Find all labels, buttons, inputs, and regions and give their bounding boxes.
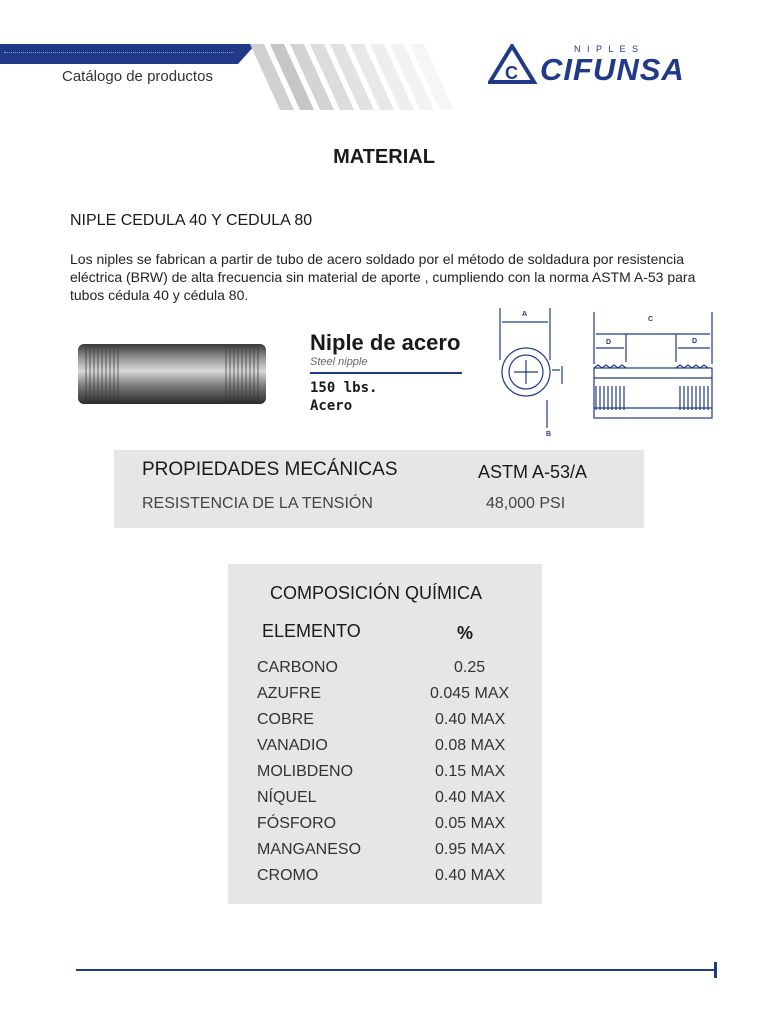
element-name: CARBONO xyxy=(257,659,338,676)
element-name: MANGANESO xyxy=(257,841,362,858)
element-name: COBRE xyxy=(257,711,314,728)
chem-col-element: ELEMENTO xyxy=(262,621,361,641)
label-c: C xyxy=(648,316,654,323)
element-value: 0.05 MAX xyxy=(435,815,506,832)
mech-header-left: PROPIEDADES MECÁNICAS xyxy=(142,459,398,480)
product-name: Niple de acero xyxy=(310,330,461,355)
product-material: Acero xyxy=(310,398,353,414)
nipple-dimension-diagram xyxy=(490,304,720,446)
table-row xyxy=(257,763,527,781)
table-row xyxy=(257,737,527,755)
cifunsa-logo xyxy=(488,44,718,88)
element-name: FÓSFORO xyxy=(257,815,337,832)
element-value: 0.95 MAX xyxy=(435,841,506,858)
page-title: MATERIAL xyxy=(333,146,435,168)
label-b: B xyxy=(546,431,552,438)
table-row xyxy=(257,685,527,703)
steel-nipple-image xyxy=(76,340,268,408)
mechanical-properties-table xyxy=(114,450,644,528)
product-rule xyxy=(310,372,462,374)
element-name: CROMO xyxy=(257,867,319,884)
chemical-composition-table xyxy=(228,564,542,904)
table-row xyxy=(257,867,527,885)
element-name: AZUFRE xyxy=(257,685,321,702)
product-name-en: Steel nipple xyxy=(310,356,368,368)
table-row xyxy=(257,815,527,833)
header-bar xyxy=(0,44,238,64)
element-value: 0.40 MAX xyxy=(435,867,506,884)
mech-row-value: 48,000 PSI xyxy=(486,495,566,512)
element-value: 0.25 xyxy=(454,659,486,676)
catalog-label: Catálogo de productos xyxy=(62,68,213,85)
footer-tick xyxy=(714,962,717,978)
footer-rule xyxy=(76,969,716,971)
table-row xyxy=(257,711,527,729)
mech-header-right: ASTM A-53/A xyxy=(478,462,588,482)
brand-name: CIFUNSA xyxy=(540,52,685,87)
element-name: VANADIO xyxy=(257,737,328,754)
mech-row-label: RESISTENCIA DE LA TENSIÓN xyxy=(142,495,373,512)
table-row xyxy=(257,841,527,859)
product-pressure: 150 lbs. xyxy=(310,380,378,396)
element-value: 0.15 MAX xyxy=(435,763,506,780)
element-value: 0.40 MAX xyxy=(435,711,506,728)
chem-title: COMPOSICIÓN QUÍMICA xyxy=(270,583,483,603)
svg-text:C: C xyxy=(505,63,518,83)
label-d-right: D xyxy=(692,338,698,345)
description: Los niples se fabrican a partir de tubo de acero soldado por el método de soldadura por resistencia eléctrica (BRW) de alta frecuencia sin material de aporte , cumpliendo con la norma ASTM A-53 para tubos cédula 40 y cédula 80. xyxy=(70,251,696,303)
element-value: 0.08 MAX xyxy=(435,737,506,754)
section-subtitle: NIPLE CEDULA 40 Y CEDULA 80 xyxy=(70,212,313,229)
header-stripes xyxy=(240,44,470,110)
element-name: MOLIBDENO xyxy=(257,763,354,780)
element-name: NÍQUEL xyxy=(257,789,317,806)
header-dotted-line xyxy=(4,52,234,53)
chem-col-percent: % xyxy=(457,623,474,643)
element-value: 0.40 MAX xyxy=(435,789,506,806)
table-row xyxy=(257,789,527,807)
table-row xyxy=(257,659,527,677)
label-a: A xyxy=(522,311,528,318)
element-value: 0.045 MAX xyxy=(430,685,510,702)
label-d-left: D xyxy=(606,339,612,346)
brand-small: N I P L E S xyxy=(574,44,641,54)
